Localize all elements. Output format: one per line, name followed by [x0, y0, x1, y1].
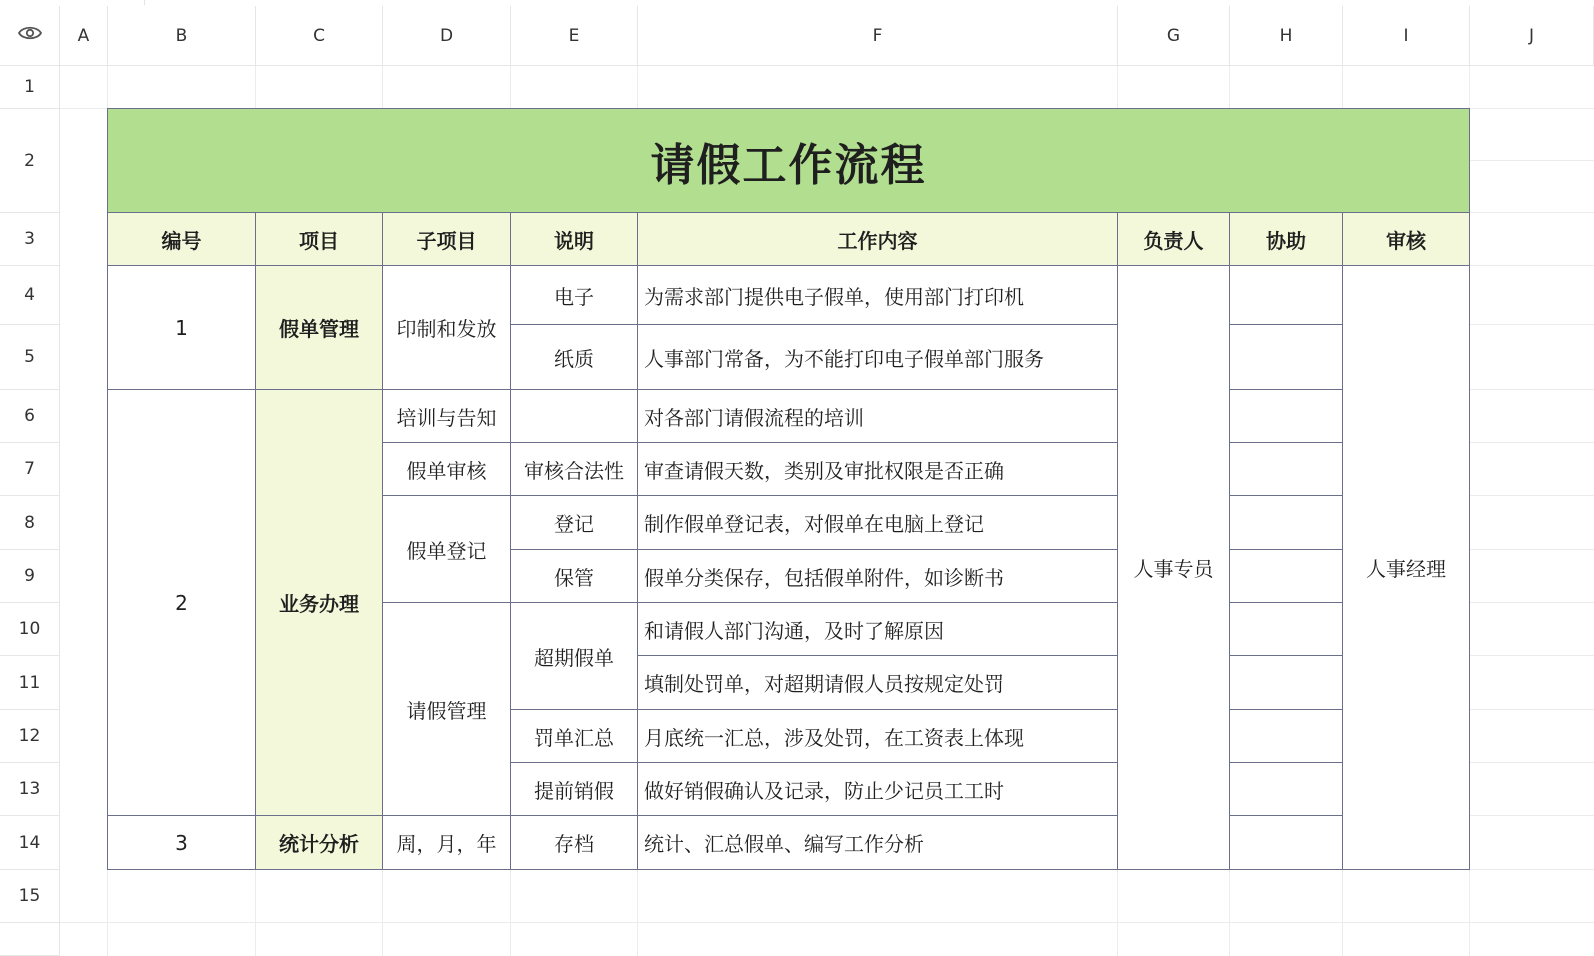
gridline	[637, 66, 638, 109]
cell-reviewer[interactable]: 人事经理	[1342, 265, 1470, 870]
cell-desc-6[interactable]: 超期假单	[510, 602, 638, 710]
header-review[interactable]: 审核	[1342, 212, 1470, 266]
cell-assist[interactable]	[1229, 265, 1343, 325]
row-header-16[interactable]	[0, 923, 60, 956]
cell-item-2[interactable]: 业务办理	[255, 389, 383, 816]
cell-item-3[interactable]: 统计分析	[255, 815, 383, 870]
cell-content-2[interactable]: 人事部门常备，为不能打印电子假单部门服务	[637, 324, 1118, 390]
header-item[interactable]: 项目	[255, 212, 383, 266]
gridline	[1470, 762, 1594, 763]
gridline	[1342, 870, 1343, 956]
cell-assist[interactable]	[1229, 549, 1343, 603]
cell-owner[interactable]: 人事专员	[1117, 265, 1230, 870]
row-header-12[interactable]: 12	[0, 710, 60, 763]
cell-subitem-1[interactable]: 印制和发放	[382, 265, 511, 390]
header-owner[interactable]: 负责人	[1117, 212, 1230, 266]
cell-desc-3[interactable]: 审核合法性	[510, 442, 638, 496]
cell-id-1[interactable]: 1	[107, 265, 256, 390]
row-header-15[interactable]: 15	[0, 870, 60, 923]
row-header-14[interactable]: 14	[0, 816, 60, 870]
gridline	[60, 922, 1594, 923]
gridline	[255, 66, 256, 109]
cell-assist[interactable]	[1229, 655, 1343, 710]
cell-assist[interactable]	[1229, 709, 1343, 763]
column-header-f[interactable]: F	[638, 6, 1118, 66]
cell-content-11[interactable]: 统计、汇总假单、编写工作分析	[637, 815, 1118, 870]
cell-content-10[interactable]: 做好销假确认及记录，防止少记员工工时	[637, 762, 1118, 816]
cell-content-8[interactable]: 填制处罚单，对超期请假人员按规定处罚	[637, 655, 1118, 710]
gridline	[1470, 869, 1594, 870]
cell-desc-2[interactable]: 纸质	[510, 324, 638, 390]
cell-assist[interactable]	[1229, 762, 1343, 816]
gridline	[1117, 66, 1118, 109]
gridline	[1470, 815, 1594, 816]
row-header-4[interactable]: 4	[0, 266, 60, 325]
header-subitem[interactable]: 子项目	[382, 212, 511, 266]
cell-subitem-4[interactable]: 假单登记	[382, 495, 511, 603]
eye-icon[interactable]	[17, 24, 43, 47]
row-header-6[interactable]: 6	[0, 390, 60, 443]
column-header-i[interactable]: I	[1343, 6, 1470, 66]
gridline	[637, 870, 638, 956]
cell-desc-9[interactable]: 存档	[510, 815, 638, 870]
row-header-7[interactable]: 7	[0, 443, 60, 496]
cell-content-1[interactable]: 为需求部门提供电子假单，使用部门打印机	[637, 265, 1118, 325]
row-header-1[interactable]: 1	[0, 66, 60, 109]
cell-assist[interactable]	[1229, 602, 1343, 656]
cell-content-3[interactable]: 对各部门请假流程的培训	[637, 389, 1118, 443]
gridline	[1470, 495, 1594, 496]
gridline	[1117, 870, 1118, 956]
cell-desc-1[interactable]: 电子	[510, 265, 638, 325]
cell-assist[interactable]	[1229, 495, 1343, 550]
gridline	[1470, 160, 1594, 161]
select-all-corner[interactable]	[0, 6, 60, 66]
cell-content-9[interactable]: 月底统一汇总，涉及处罚，在工资表上体现	[637, 709, 1118, 763]
header-id[interactable]: 编号	[107, 212, 256, 266]
gridline	[1342, 66, 1343, 109]
gridline	[1470, 265, 1594, 266]
column-header-b[interactable]: B	[108, 6, 256, 66]
cell-desc-7[interactable]: 罚单汇总	[510, 709, 638, 763]
cell-item-1[interactable]: 假单管理	[255, 265, 383, 390]
column-header-c[interactable]: C	[256, 6, 383, 66]
cell-assist[interactable]	[1229, 324, 1343, 390]
header-desc[interactable]: 说明	[510, 212, 638, 266]
cell-subitem-5[interactable]: 请假管理	[382, 602, 511, 816]
row-header-9[interactable]: 9	[0, 550, 60, 603]
gridline	[382, 870, 383, 956]
cell-desc-8[interactable]: 提前销假	[510, 762, 638, 816]
cell-desc-empty[interactable]	[510, 389, 638, 443]
cell-desc-4[interactable]: 登记	[510, 495, 638, 550]
cell-content-7[interactable]: 和请假人部门沟通，及时了解原因	[637, 602, 1118, 656]
cell-assist[interactable]	[1229, 442, 1343, 496]
header-content[interactable]: 工作内容	[637, 212, 1118, 266]
toolbar-segment	[0, 0, 145, 5]
row-header-3[interactable]: 3	[0, 213, 60, 266]
row-header-10[interactable]: 10	[0, 603, 60, 656]
column-header-g[interactable]: G	[1118, 6, 1230, 66]
gridline	[1470, 324, 1594, 325]
cell-subitem-6[interactable]: 周，月，年	[382, 815, 511, 870]
gridline	[1470, 655, 1594, 656]
cell-subitem-3[interactable]: 假单审核	[382, 442, 511, 496]
row-header-5[interactable]: 5	[0, 325, 60, 390]
cell-id-3[interactable]: 3	[107, 815, 256, 870]
cell-subitem-2[interactable]: 培训与告知	[382, 389, 511, 443]
gridline	[255, 870, 256, 956]
gridline	[382, 66, 383, 109]
gridline	[1229, 870, 1230, 956]
gridline	[1470, 709, 1594, 710]
gridline	[1470, 212, 1594, 213]
column-header-d[interactable]: D	[383, 6, 511, 66]
gridline	[510, 870, 511, 956]
gridline	[510, 66, 511, 109]
cell-content-4[interactable]: 审查请假天数，类别及审批权限是否正确	[637, 442, 1118, 496]
gridline	[1470, 442, 1594, 443]
gridline	[1470, 549, 1594, 550]
cell-desc-5[interactable]: 保管	[510, 549, 638, 603]
gridline	[1470, 602, 1594, 603]
cell-assist[interactable]	[1229, 815, 1343, 870]
column-header-j[interactable]: J	[1470, 6, 1594, 66]
table-title[interactable]: 请假工作流程	[107, 108, 1470, 213]
gridline	[1229, 66, 1230, 109]
header-assist[interactable]: 协助	[1229, 212, 1343, 266]
gridline	[1470, 389, 1594, 390]
cell-id-2[interactable]: 2	[107, 389, 256, 816]
column-header-a[interactable]: A	[60, 6, 108, 66]
row-header-13[interactable]: 13	[0, 763, 60, 816]
row-header-2[interactable]: 2	[0, 109, 60, 213]
column-header-e[interactable]: E	[511, 6, 638, 66]
cell-content-5[interactable]: 制作假单登记表，对假单在电脑上登记	[637, 495, 1118, 550]
row-header-8[interactable]: 8	[0, 496, 60, 550]
cell-content-6[interactable]: 假单分类保存，包括假单附件，如诊断书	[637, 549, 1118, 603]
row-header-11[interactable]: 11	[0, 656, 60, 710]
column-header-h[interactable]: H	[1230, 6, 1343, 66]
cell-assist[interactable]	[1229, 389, 1343, 443]
